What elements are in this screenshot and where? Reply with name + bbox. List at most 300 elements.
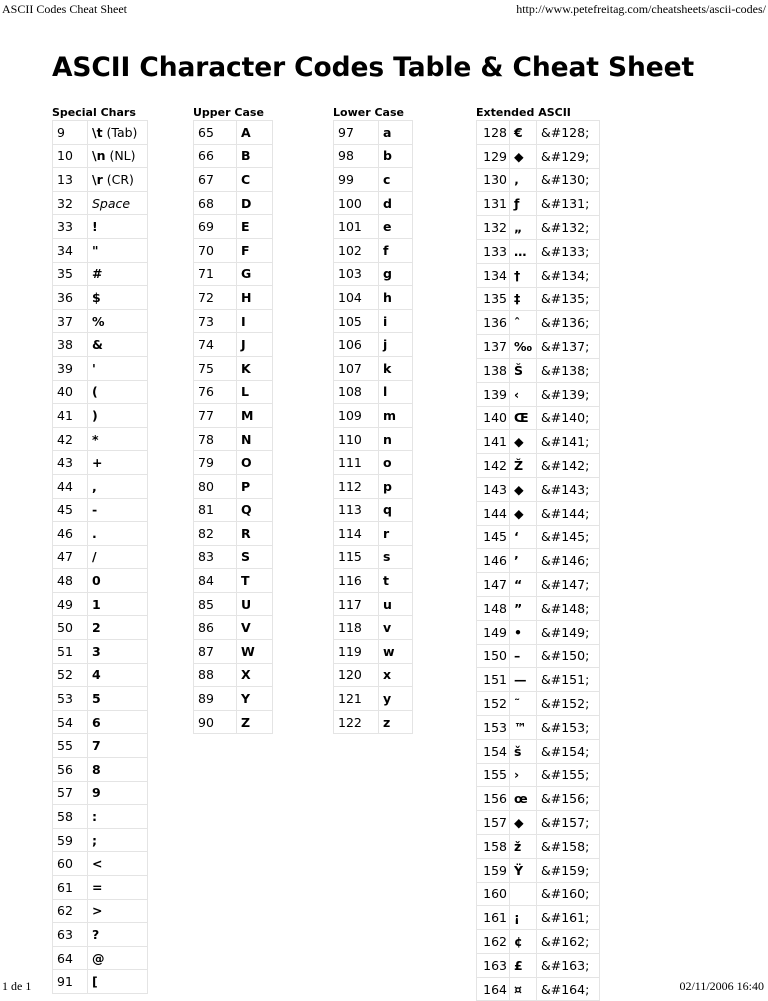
char-glyph: > <box>92 903 103 919</box>
char-symbol <box>88 474 148 498</box>
char-note: (Tab) <box>102 124 138 140</box>
table-row <box>334 427 413 451</box>
char-glyph: # <box>92 266 103 282</box>
char-symbol <box>510 239 537 263</box>
char-symbol <box>379 687 413 711</box>
table-row <box>53 946 148 970</box>
table-row <box>194 687 273 711</box>
char-code: 39 <box>53 356 88 380</box>
table-row <box>334 144 413 168</box>
table-row <box>334 356 413 380</box>
char-glyph: € <box>514 124 523 140</box>
char-code: 114 <box>334 522 379 546</box>
char-code: 104 <box>334 286 379 310</box>
table-row <box>477 549 600 573</box>
table-row <box>194 569 273 593</box>
char-note: (NL) <box>105 148 136 164</box>
table-row <box>194 545 273 569</box>
char-symbol <box>88 262 148 286</box>
char-glyph: Space <box>92 195 131 211</box>
char-symbol <box>379 451 413 475</box>
table-row <box>334 309 413 333</box>
table-row <box>477 596 600 620</box>
char-glyph: 0 <box>92 573 101 589</box>
html-entity: &#128; <box>537 121 600 145</box>
table-row <box>53 427 148 451</box>
char-note: (CR) <box>102 171 134 187</box>
table-row <box>477 287 600 311</box>
table-row <box>334 522 413 546</box>
char-glyph: › <box>514 767 520 783</box>
char-code: 73 <box>194 309 237 333</box>
print-header-url[interactable]: http://www.petefreitag.com/cheatsheets/ascii-codes/ <box>516 2 766 16</box>
table-row <box>477 121 600 145</box>
table-row <box>53 781 148 805</box>
table-row <box>477 192 600 216</box>
table-row <box>477 573 600 597</box>
char-symbol <box>510 192 537 216</box>
html-entity: &#163; <box>537 953 600 977</box>
extended-ascii-heading: Extended ASCII <box>476 106 571 119</box>
char-glyph: K <box>241 360 251 376</box>
char-code: 145 <box>477 525 510 549</box>
char-glyph: \r <box>92 171 103 187</box>
table-row <box>477 144 600 168</box>
char-code: 121 <box>334 687 379 711</box>
table-row <box>334 333 413 357</box>
table-row <box>53 498 148 522</box>
char-glyph: b <box>383 148 392 164</box>
char-symbol <box>379 144 413 168</box>
char-code: 57 <box>53 781 88 805</box>
char-symbol <box>379 380 413 404</box>
char-symbol <box>510 834 537 858</box>
char-glyph: 4 <box>92 667 101 683</box>
char-glyph: z <box>383 714 391 730</box>
char-symbol <box>237 215 273 239</box>
char-symbol <box>88 451 148 475</box>
char-glyph: ˆ <box>514 315 521 331</box>
char-glyph: 9 <box>92 785 101 801</box>
char-symbol <box>237 380 273 404</box>
char-glyph: • <box>514 624 522 640</box>
html-entity: &#153; <box>537 715 600 739</box>
char-symbol <box>379 286 413 310</box>
char-code: 122 <box>334 710 379 734</box>
char-symbol <box>237 309 273 333</box>
char-symbol <box>88 144 148 168</box>
char-glyph: ! <box>92 219 98 235</box>
char-code: 70 <box>194 238 237 262</box>
char-symbol <box>237 498 273 522</box>
char-symbol <box>237 616 273 640</box>
char-symbol <box>88 970 148 994</box>
html-entity: &#144; <box>537 501 600 525</box>
table-row <box>194 262 273 286</box>
char-symbol <box>88 616 148 640</box>
char-glyph: 7 <box>92 738 101 754</box>
char-symbol <box>88 498 148 522</box>
char-code: 132 <box>477 216 510 240</box>
table-row <box>477 335 600 359</box>
char-symbol <box>237 569 273 593</box>
char-code: 102 <box>334 238 379 262</box>
char-glyph: ” <box>514 600 523 616</box>
char-code: 53 <box>53 687 88 711</box>
table-row <box>334 545 413 569</box>
html-entity: &#139; <box>537 382 600 406</box>
char-code: 52 <box>53 663 88 687</box>
table-row <box>477 763 600 787</box>
upper-case-heading: Upper Case <box>193 106 264 119</box>
char-symbol <box>379 616 413 640</box>
char-glyph: < <box>92 856 103 872</box>
table-row <box>477 620 600 644</box>
html-entity: &#137; <box>537 335 600 359</box>
char-code: 45 <box>53 498 88 522</box>
table-row <box>53 687 148 711</box>
char-code: 118 <box>334 616 379 640</box>
char-code: 128 <box>477 121 510 145</box>
char-glyph: g <box>383 266 392 282</box>
char-glyph: „ <box>514 220 523 236</box>
char-glyph: E <box>241 219 250 235</box>
char-code: 75 <box>194 356 237 380</box>
char-code: 97 <box>334 121 379 145</box>
char-code: 119 <box>334 640 379 664</box>
table-row <box>477 525 600 549</box>
char-glyph: R <box>241 525 251 541</box>
char-symbol <box>237 451 273 475</box>
table-row <box>477 692 600 716</box>
char-symbol <box>510 763 537 787</box>
table-row <box>194 710 273 734</box>
char-glyph: … <box>514 243 527 259</box>
char-code: 84 <box>194 569 237 593</box>
char-code: 33 <box>53 215 88 239</box>
char-symbol <box>237 191 273 215</box>
char-code: 111 <box>334 451 379 475</box>
char-code: 62 <box>53 899 88 923</box>
char-code: 137 <box>477 335 510 359</box>
char-symbol <box>510 906 537 930</box>
char-symbol <box>237 522 273 546</box>
html-entity: &#131; <box>537 192 600 216</box>
char-code: 36 <box>53 286 88 310</box>
char-symbol <box>88 781 148 805</box>
table-row <box>477 501 600 525</box>
table-row <box>477 263 600 287</box>
char-glyph: l <box>383 384 388 400</box>
html-entity: &#154; <box>537 739 600 763</box>
char-glyph: % <box>92 313 105 329</box>
char-glyph: ‡ <box>514 291 521 307</box>
html-entity: &#152; <box>537 692 600 716</box>
table-row <box>194 616 273 640</box>
html-entity: &#162; <box>537 930 600 954</box>
char-symbol <box>510 644 537 668</box>
char-symbol <box>510 882 537 906</box>
char-symbol <box>510 168 537 192</box>
char-symbol <box>510 335 537 359</box>
char-code: 112 <box>334 474 379 498</box>
char-glyph: ◆ <box>514 148 524 164</box>
char-code: 47 <box>53 545 88 569</box>
char-symbol <box>510 549 537 573</box>
table-row <box>53 474 148 498</box>
char-glyph: 5 <box>92 691 101 707</box>
table-row <box>53 262 148 286</box>
char-code: 154 <box>477 739 510 763</box>
char-code: 49 <box>53 592 88 616</box>
char-code: 68 <box>194 191 237 215</box>
char-symbol <box>237 404 273 428</box>
html-entity: &#148; <box>537 596 600 620</box>
char-code: 144 <box>477 501 510 525</box>
char-symbol <box>510 668 537 692</box>
char-symbol <box>237 427 273 451</box>
char-code: 69 <box>194 215 237 239</box>
char-glyph: ƒ <box>514 196 520 212</box>
char-code: 138 <box>477 358 510 382</box>
table-row <box>334 404 413 428</box>
html-entity: &#161; <box>537 906 600 930</box>
char-glyph: Ÿ <box>514 862 524 878</box>
table-row <box>53 805 148 829</box>
char-glyph: L <box>241 384 249 400</box>
table-row <box>334 215 413 239</box>
char-glyph: ¢ <box>514 933 523 949</box>
table-row <box>334 710 413 734</box>
char-code: 135 <box>477 287 510 311</box>
table-row <box>334 380 413 404</box>
char-glyph: d <box>383 195 392 211</box>
char-symbol <box>510 121 537 145</box>
char-symbol <box>510 358 537 382</box>
char-code: 159 <box>477 858 510 882</box>
char-code: 151 <box>477 668 510 692</box>
char-code: 147 <box>477 573 510 597</box>
print-footer-date: 02/11/2006 16:40 <box>679 979 764 993</box>
char-code: 50 <box>53 616 88 640</box>
char-glyph: ‰ <box>514 339 532 355</box>
char-symbol <box>510 311 537 335</box>
table-row <box>53 970 148 994</box>
char-symbol <box>379 592 413 616</box>
char-symbol <box>510 501 537 525</box>
char-glyph: ¡ <box>514 910 520 926</box>
char-symbol <box>379 121 413 145</box>
char-symbol <box>237 545 273 569</box>
html-entity: &#147; <box>537 573 600 597</box>
html-entity: &#129; <box>537 144 600 168</box>
char-glyph: † <box>514 267 521 283</box>
table-row <box>477 311 600 335</box>
char-code: 13 <box>53 168 88 192</box>
char-symbol <box>510 977 537 1001</box>
char-symbol <box>88 191 148 215</box>
char-symbol <box>510 953 537 977</box>
char-glyph: T <box>241 573 250 589</box>
char-glyph: ‘ <box>514 529 519 545</box>
char-code: 131 <box>477 192 510 216</box>
print-header-title: ASCII Codes Cheat Sheet <box>2 2 127 16</box>
char-code: 88 <box>194 663 237 687</box>
char-symbol <box>88 427 148 451</box>
table-row <box>194 144 273 168</box>
char-code: 66 <box>194 144 237 168</box>
char-glyph: I <box>241 313 246 329</box>
char-glyph: ◆ <box>514 505 524 521</box>
table-row <box>334 569 413 593</box>
html-entity: &#141; <box>537 430 600 454</box>
char-glyph: - <box>92 502 98 518</box>
char-symbol <box>510 858 537 882</box>
table-row <box>53 144 148 168</box>
char-code: 150 <box>477 644 510 668</box>
char-code: 77 <box>194 404 237 428</box>
html-entity: &#135; <box>537 287 600 311</box>
table-row <box>53 333 148 357</box>
char-glyph: , <box>92 478 97 494</box>
char-symbol <box>510 287 537 311</box>
char-glyph: u <box>383 596 392 612</box>
table-row <box>477 858 600 882</box>
html-entity: &#150; <box>537 644 600 668</box>
char-glyph: w <box>383 643 395 659</box>
char-symbol <box>237 474 273 498</box>
table-row <box>477 239 600 263</box>
table-row <box>477 811 600 835</box>
table-row <box>194 451 273 475</box>
char-code: 107 <box>334 356 379 380</box>
char-code: 40 <box>53 380 88 404</box>
table-row <box>477 477 600 501</box>
char-code: 76 <box>194 380 237 404</box>
table-row <box>334 663 413 687</box>
char-symbol <box>379 356 413 380</box>
lower-case-table <box>333 120 413 734</box>
char-code: 116 <box>334 569 379 593</box>
char-symbol <box>88 333 148 357</box>
table-row <box>53 545 148 569</box>
char-symbol <box>379 215 413 239</box>
char-glyph: M <box>241 407 254 423</box>
char-symbol <box>88 168 148 192</box>
char-symbol <box>510 382 537 406</box>
char-code: 54 <box>53 710 88 734</box>
char-symbol <box>237 121 273 145</box>
char-code: 153 <box>477 715 510 739</box>
char-symbol <box>237 168 273 192</box>
char-symbol <box>510 787 537 811</box>
char-symbol <box>510 144 537 168</box>
char-symbol <box>237 592 273 616</box>
char-code: 38 <box>53 333 88 357</box>
char-code: 108 <box>334 380 379 404</box>
char-code: 99 <box>334 168 379 192</box>
html-entity: &#160; <box>537 882 600 906</box>
table-row <box>53 286 148 310</box>
char-symbol <box>379 238 413 262</box>
char-symbol <box>237 710 273 734</box>
char-symbol <box>88 522 148 546</box>
char-glyph: $ <box>92 289 101 305</box>
table-row <box>334 262 413 286</box>
char-glyph: ◆ <box>514 815 524 830</box>
char-glyph: O <box>241 455 252 471</box>
char-symbol <box>88 545 148 569</box>
char-symbol <box>379 427 413 451</box>
html-entity: &#130; <box>537 168 600 192</box>
char-glyph: ž <box>514 838 522 854</box>
table-row <box>53 828 148 852</box>
table-row <box>53 616 148 640</box>
table-row <box>334 616 413 640</box>
char-code: 139 <box>477 382 510 406</box>
char-symbol <box>237 356 273 380</box>
char-glyph: v <box>383 620 392 636</box>
table-row <box>477 930 600 954</box>
char-symbol <box>88 121 148 145</box>
html-entity: &#136; <box>537 311 600 335</box>
table-row <box>334 168 413 192</box>
char-glyph: @ <box>92 950 105 966</box>
print-footer-page: 1 de 1 <box>2 979 32 993</box>
html-entity: &#146; <box>537 549 600 573</box>
char-code: 60 <box>53 852 88 876</box>
table-row <box>53 380 148 404</box>
char-symbol <box>88 663 148 687</box>
table-row <box>53 451 148 475</box>
char-symbol <box>510 620 537 644</box>
char-glyph: s <box>383 549 391 565</box>
char-glyph: * <box>92 431 99 447</box>
char-code: 41 <box>53 404 88 428</box>
char-symbol <box>379 640 413 664</box>
char-symbol <box>88 592 148 616</box>
char-symbol <box>88 687 148 711</box>
char-symbol <box>88 946 148 970</box>
table-row <box>194 309 273 333</box>
char-symbol <box>88 380 148 404</box>
char-code: 101 <box>334 215 379 239</box>
char-code: 46 <box>53 522 88 546</box>
char-glyph: ' <box>92 360 96 376</box>
char-symbol <box>88 640 148 664</box>
table-row <box>53 168 148 192</box>
table-row <box>194 286 273 310</box>
char-code: 133 <box>477 239 510 263</box>
char-code: 146 <box>477 549 510 573</box>
char-symbol <box>88 734 148 758</box>
char-code: 134 <box>477 263 510 287</box>
char-code: 65 <box>194 121 237 145</box>
char-code: 63 <box>53 923 88 947</box>
char-code: 9 <box>53 121 88 145</box>
char-glyph: : <box>92 809 97 825</box>
table-row <box>334 687 413 711</box>
char-glyph: 6 <box>92 714 101 730</box>
char-glyph: \t <box>92 124 103 140</box>
char-glyph: . <box>92 525 97 541</box>
char-symbol <box>510 739 537 763</box>
char-symbol <box>237 333 273 357</box>
table-row <box>194 191 273 215</box>
table-row <box>334 592 413 616</box>
char-code: 110 <box>334 427 379 451</box>
char-glyph: & <box>92 337 103 353</box>
